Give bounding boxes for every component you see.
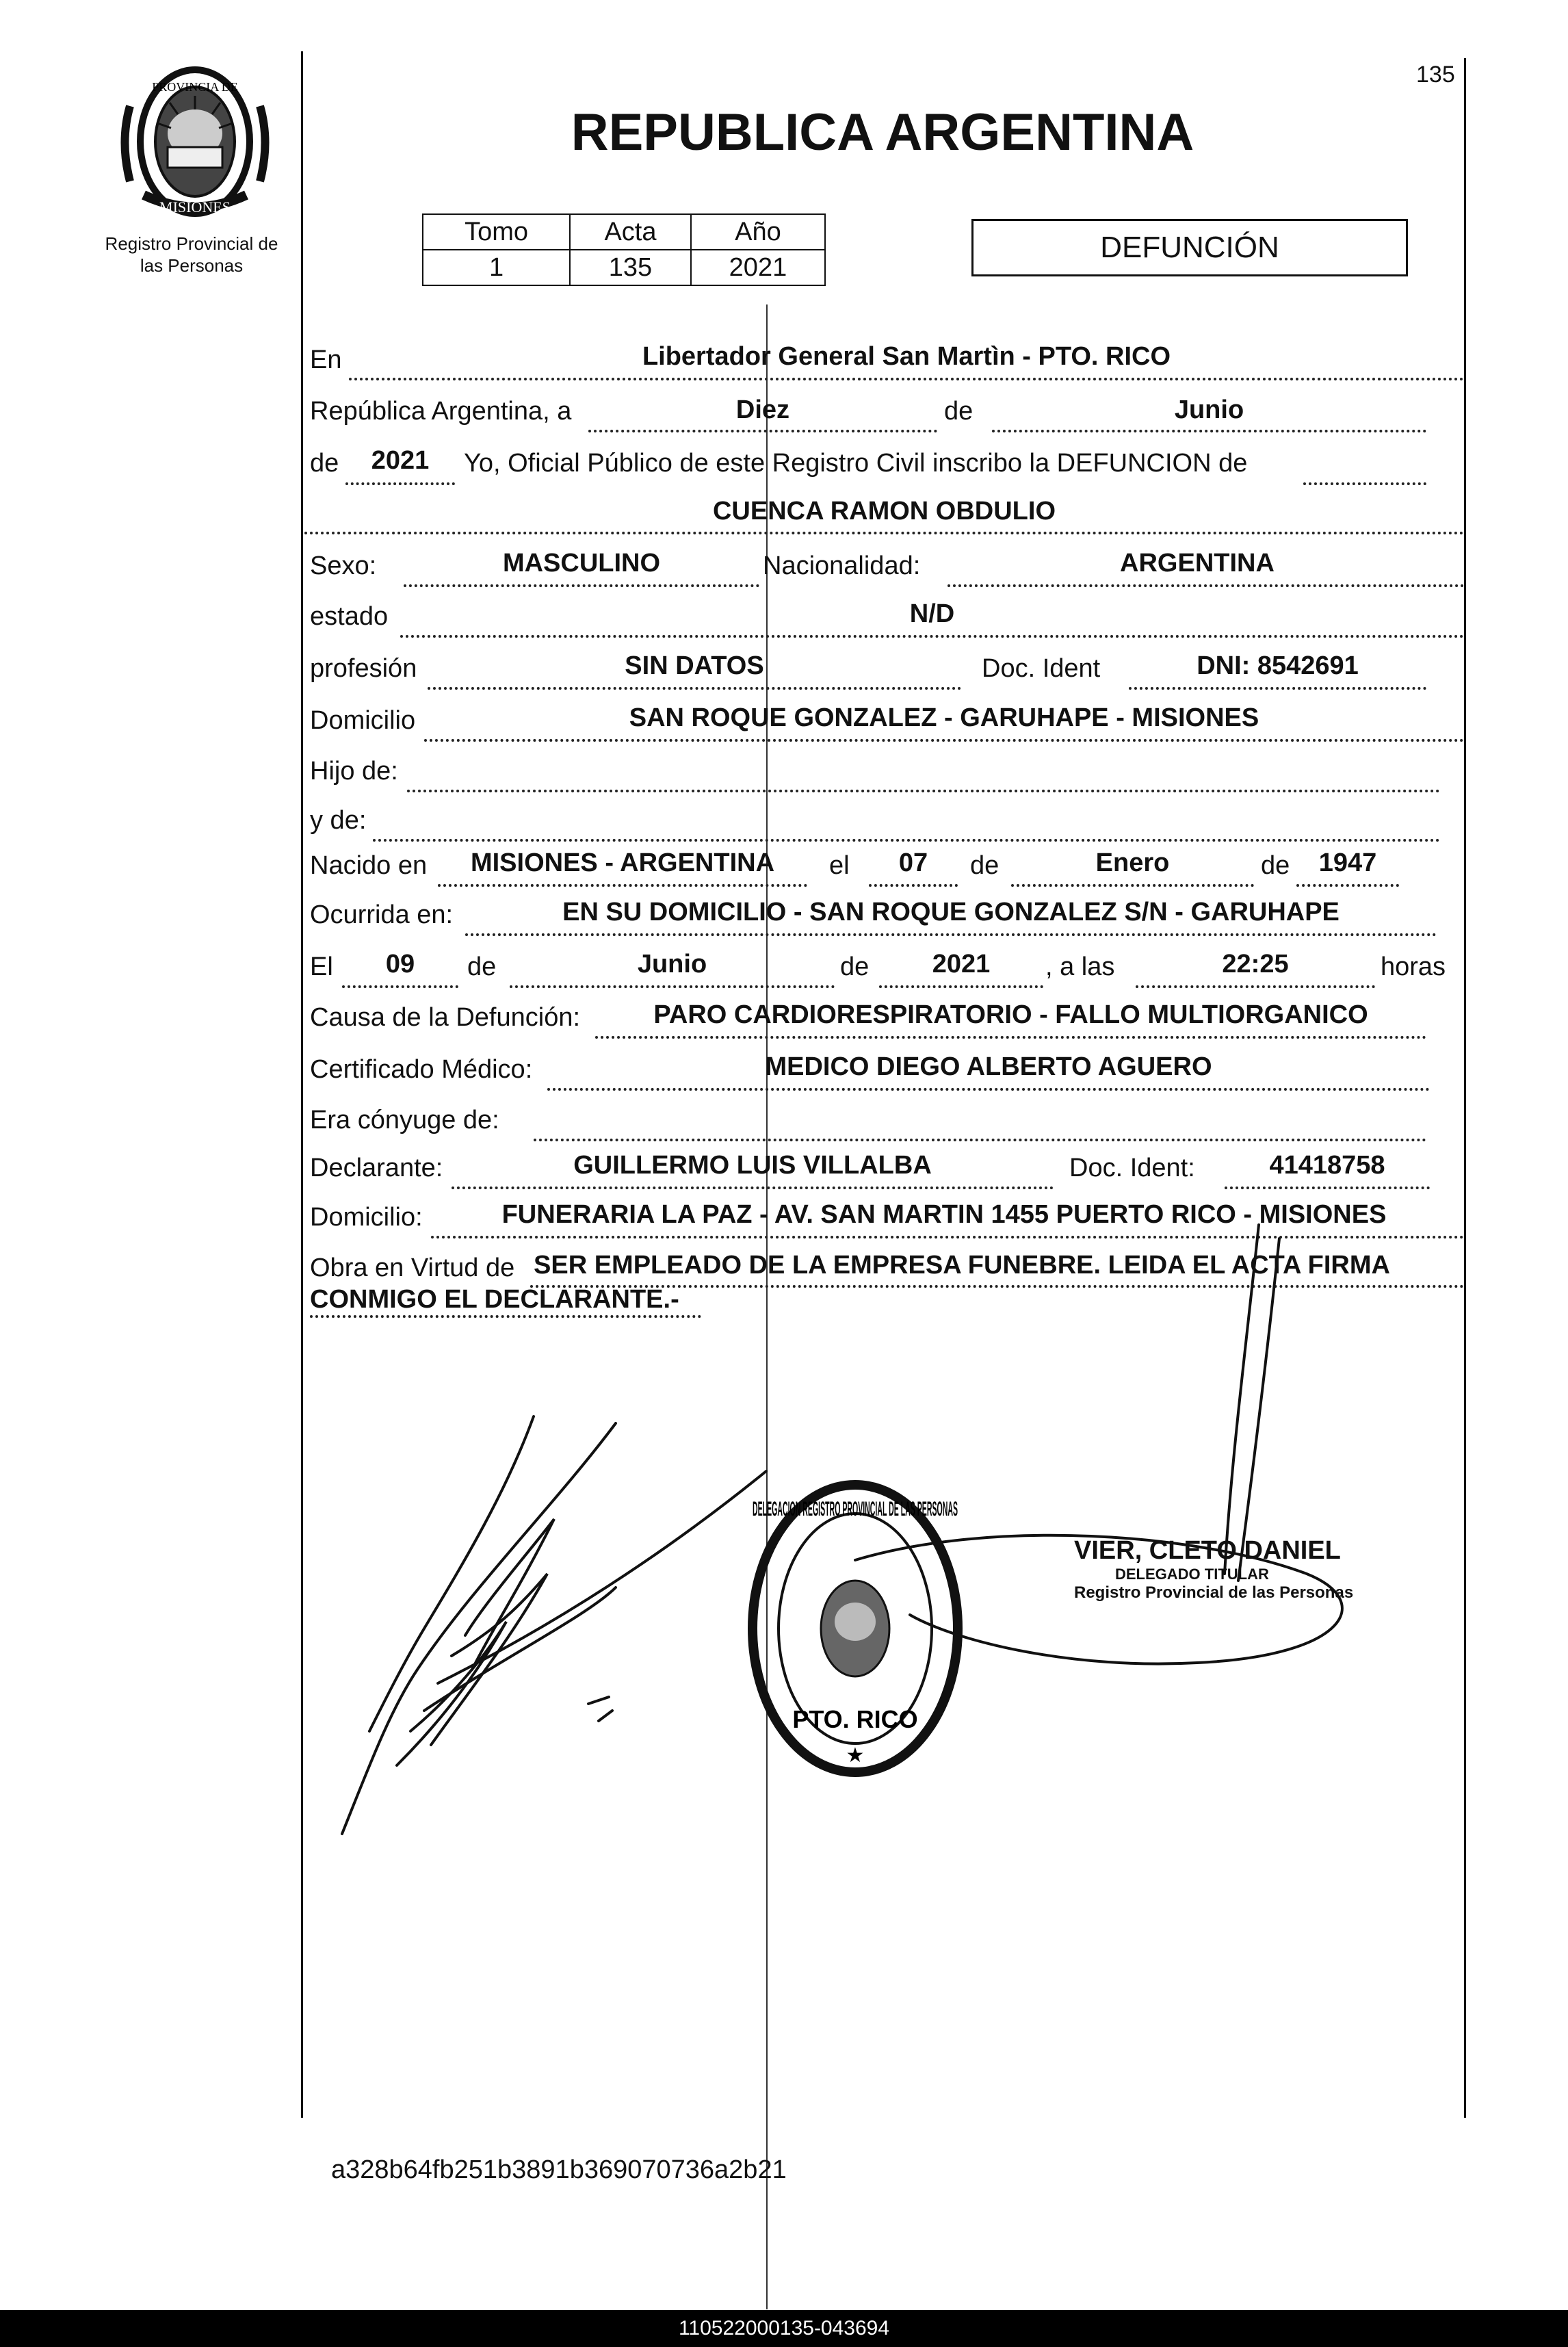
domicilio-value: SAN ROQUE GONZALEZ - GARUHAPE - MISIONES [629,703,1259,732]
nacionalidad-dots [948,584,1464,587]
def-dia-dots [342,985,458,988]
de-label: de [944,397,974,426]
decl-doc-dots [1225,1187,1430,1189]
logo-text-bottom: MISIONES [159,198,231,216]
nac-mes-value: Enero [1095,848,1170,877]
declarante-dots [452,1187,1054,1189]
def-anio-value: 2021 [932,950,991,978]
estado-dots [400,635,1464,638]
nacionalidad-value: ARGENTINA [1120,549,1275,578]
en-label: En [310,346,342,374]
certificado-label: Certificado Médico: [310,1055,533,1084]
official-signature [787,1218,1402,1738]
conyuge-dots [534,1139,1426,1141]
nacionalidad-label: Nacionalidad: [763,552,921,580]
signer-org: Registro Provincial de las Personas [1074,1583,1354,1602]
yde-dots [373,839,1440,842]
inscribo-dots [1303,482,1426,485]
nombre-value: CUENCA RAMON OBDULIO [712,497,1056,526]
signature-block [1074,1536,1361,1603]
el2-label: El [310,952,333,981]
certificado-value: MEDICO DIEGO ALBERTO AGUERO [765,1052,1212,1081]
en-dots [349,378,1464,380]
nac-anio-dots [1296,884,1399,887]
stamp-star-icon: ★ [846,1743,865,1767]
yde-label: y de: [310,806,367,835]
page-title: REPUBLICA ARGENTINA [571,103,1194,161]
table-header-tomo: Tomo [423,214,570,250]
nac-mes-dots [1011,884,1254,887]
document-hash: a328b64fb251b3891b369070736a2b21 [331,2155,787,2184]
sexo-dots [404,584,759,587]
hijo-dots [407,790,1440,792]
profesion-label: profesión [310,654,417,683]
doc-type-box [971,219,1408,276]
profesion-dots [428,687,961,690]
doc-ident-value: DNI: 8542691 [1197,651,1359,680]
stamp-center-text: PTO. RICO [792,1705,918,1733]
decl-doc-value: 41418758 [1269,1151,1385,1180]
anio-value: 2021 [371,446,430,475]
domicilio-dots [424,739,1464,742]
nac-de1-label: de [970,851,999,880]
nacido-value: MISIONES - ARGENTINA [470,848,775,877]
estado-value: N/D [909,599,955,628]
page-number: 135 [1416,62,1455,88]
province-logo [116,65,274,219]
def-anio-dots [879,985,1043,988]
conyuge-label: Era cónyuge de: [310,1106,499,1134]
right-margin-rule [1464,58,1466,2118]
en-value: Libertador General San Martìn - PTO. RICO [642,342,1171,371]
nacido-label: Nacido en [310,851,428,880]
ocurrida-value: EN SU DOMICILIO - SAN ROQUE GONZALEZ S/N - GARUHAPE [562,898,1340,926]
certificado-dots [547,1088,1430,1091]
alas-label: , a las [1045,952,1115,981]
ocurrida-dots [465,933,1437,936]
nac-dia-dots [869,884,958,887]
signer-name: VIER, CLETO DANIEL [1074,1536,1341,1565]
obra-value-line1: SER EMPLEADO DE LA EMPRESA FUNEBRE. LEIDA EL ACTA FIRMA [534,1251,1390,1280]
nac-anio-value: 1947 [1318,848,1377,877]
nac-de2-label: de [1261,851,1290,880]
sexo-label: Sexo: [310,552,377,580]
obra-dots-2 [310,1315,701,1318]
domicilio-label: Domicilio [310,706,416,735]
hijo-label: Hijo de: [310,757,398,786]
left-margin-rule [301,51,303,2118]
record-table [422,213,826,286]
table-value-acta: 135 [570,250,691,285]
def-dia-value: 09 [385,950,415,978]
estado-label: estado [310,602,389,631]
logo-caption-line1: Registro Provincial de [105,233,278,254]
nacido-dots [438,884,807,887]
horas-label: horas [1381,952,1446,981]
def-hora-dots [1136,985,1375,988]
barcode-bar [0,2310,1568,2347]
table-value-tomo: 1 [423,250,570,285]
obra-value-line2: CONMIGO EL DECLARANTE.- [310,1285,679,1314]
declarante-label: Declarante: [310,1154,443,1182]
def-hora-value: 22:25 [1222,950,1289,978]
def-de2-label: de [840,952,870,981]
table-header-acta: Acta [570,214,691,250]
declarant-signature [328,1410,794,1847]
barcode-text: 110522000135-043694 [678,2317,890,2339]
doc-type-label: DEFUNCIÓN [1100,231,1279,264]
logo-caption [82,233,301,276]
table-value-anio: 2021 [691,250,825,285]
logo-text-top: PROVINCIA DE [152,80,238,94]
causa-dots [595,1036,1426,1039]
signer-role: DELEGADO TITULAR [1115,1566,1269,1583]
decl-doc-label: Doc. Ident: [1069,1154,1195,1182]
doc-ident-label: Doc. Ident [982,654,1101,683]
stamp-ring-text: DELEGACION REGISTRO PROVINCIAL DE LAS PERSONAS [753,1498,958,1520]
obra-label: Obra en Virtud de [310,1254,515,1282]
de2-label: de [310,449,339,478]
doc-ident-dots [1129,687,1426,690]
dia-dots [588,430,937,432]
anio-dots [345,482,455,485]
def-de1-label: de [467,952,497,981]
republica-label: República Argentina, a [310,397,572,426]
logo-caption-line2: las Personas [140,255,244,276]
nac-dia-value: 07 [898,848,928,877]
nacido-el-label: el [829,851,850,880]
sexo-value: MASCULINO [502,549,661,578]
mes-value: Junio [1174,396,1244,424]
inscribo-text: Yo, Oficial Público de este Registro Civil inscribo la DEFUNCION de [464,449,1248,478]
declarante-value: GUILLERMO LUIS VILLALBA [573,1151,932,1180]
def-mes-dots [510,985,835,988]
table-header-anio: Año [691,214,825,250]
causa-label: Causa de la Defunción: [310,1003,581,1032]
decl-domicilio-value: FUNERARIA LA PAZ - AV. SAN MARTIN 1455 PUERTO RICO - MISIONES [501,1200,1387,1229]
nombre-dots [304,532,1464,534]
def-mes-value: Junio [637,950,707,978]
profesion-value: SIN DATOS [625,651,764,680]
causa-value: PARO CARDIORESPIRATORIO - FALLO MULTIORGANICO [653,1000,1368,1029]
dia-value: Diez [735,396,790,424]
mes-dots [992,430,1426,432]
ocurrida-label: Ocurrida en: [310,900,454,929]
decl-domicilio-label: Domicilio: [310,1203,423,1232]
